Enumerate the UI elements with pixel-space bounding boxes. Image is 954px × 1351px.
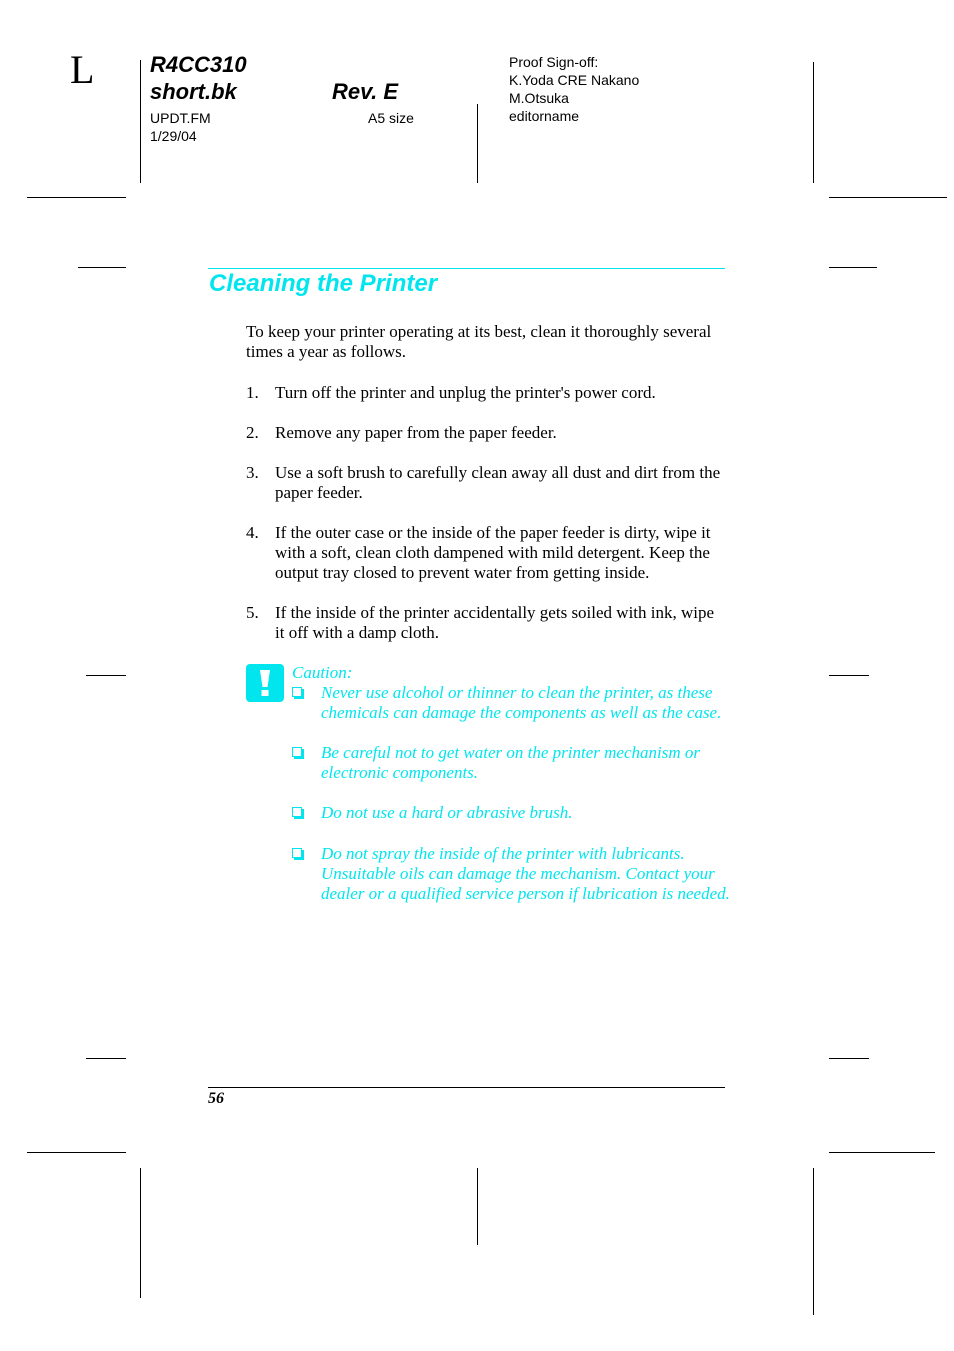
step-number: 1. xyxy=(246,383,259,402)
corner-mark: L xyxy=(70,47,95,92)
crop-mark xyxy=(140,1168,141,1298)
crop-mark xyxy=(813,1168,814,1315)
step-text: Turn off the printer and unplug the printer's power cord. xyxy=(275,383,656,402)
footer-rule xyxy=(208,1087,725,1088)
caution-exclamation-icon xyxy=(246,664,284,702)
crop-mark xyxy=(829,267,877,268)
crop-mark xyxy=(140,60,141,183)
file-name: UPDT.FM xyxy=(150,110,211,126)
step-text: If the inside of the printer accidentally gets soiled with ink, wipe it off with a damp cloth. xyxy=(275,603,715,642)
step-number: 4. xyxy=(246,523,259,542)
crop-mark xyxy=(829,675,869,676)
crop-mark xyxy=(86,1058,126,1059)
section-title: Cleaning the Printer xyxy=(209,270,438,297)
step-number: 5. xyxy=(246,603,259,622)
crop-mark xyxy=(78,267,126,268)
crop-mark xyxy=(829,197,947,198)
step-number: 2. xyxy=(246,423,259,442)
proof-line: editorname xyxy=(509,108,580,124)
proof-line: Proof Sign-off: xyxy=(509,54,599,70)
checkbox-bullet-icon xyxy=(292,807,302,817)
doc-code: R4CC310 xyxy=(150,52,247,77)
step-text: Remove any paper from the paper feeder. xyxy=(275,423,557,442)
crop-mark xyxy=(829,1058,869,1059)
caution-text: Do not use a hard or abrasive brush. xyxy=(321,803,573,822)
caution-text: Be careful not to get water on the printer mechanism or electronic components. xyxy=(321,743,700,782)
crop-mark xyxy=(829,1152,935,1153)
book-name: short.bk xyxy=(150,79,237,104)
checkbox-bullet-icon xyxy=(292,747,302,757)
proof-signoff-block xyxy=(509,53,639,125)
crop-mark xyxy=(477,104,478,183)
caution-text: Never use alcohol or thinner to clean the printer, as these chemicals can damage the components as well as the case. xyxy=(321,683,722,722)
crop-mark xyxy=(813,62,814,183)
crop-mark xyxy=(86,675,126,676)
checkbox-bullet-icon xyxy=(292,848,302,858)
caution-label: Caution: xyxy=(292,663,353,682)
crop-mark xyxy=(27,197,126,198)
revision: Rev. E xyxy=(332,79,399,104)
file-date: 1/29/04 xyxy=(150,128,197,144)
step-text: Use a soft brush to carefully clean away all dust and dirt from the paper feeder. xyxy=(275,463,721,502)
page-number: 56 xyxy=(208,1090,224,1107)
crop-mark xyxy=(477,1168,478,1245)
crop-mark xyxy=(27,1152,126,1153)
step-text: If the outer case or the inside of the paper feeder is dirty, wipe it with a soft, clean cloth dampened with mild detergent. Keep the output tray closed to prevent water from getting inside. xyxy=(275,523,711,582)
intro-paragraph: To keep your printer operating at its best, clean it thoroughly several times a year as follows. xyxy=(246,322,712,361)
proof-line: K.Yoda CRE Nakano xyxy=(509,72,640,88)
checkbox-bullet-icon xyxy=(292,687,302,697)
caution-text: Do not spray the inside of the printer with lubricants. Unsuitable oils can damage the mechanism. Contact your dealer or a qualified service person if lubrication is needed. xyxy=(321,844,730,903)
paper-size: A5 size xyxy=(368,110,414,126)
step-number: 3. xyxy=(246,463,259,482)
proof-line: M.Otsuka xyxy=(509,90,569,106)
